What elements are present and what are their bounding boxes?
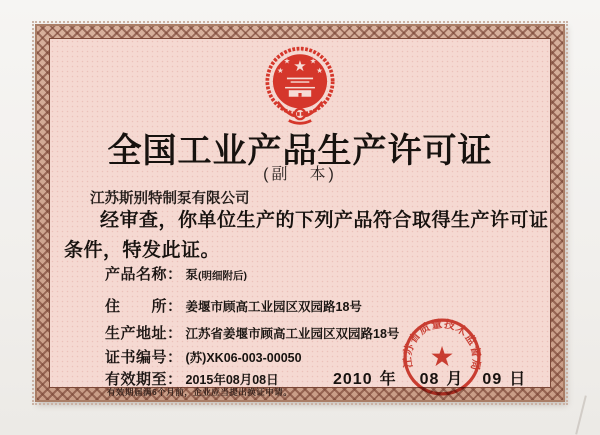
official-red-seal bbox=[401, 316, 483, 398]
field-valid-until-value: 2015年08月08日 bbox=[185, 373, 279, 387]
statement-line-1: 经审查，你单位生产的下列产品符合取得生产许可证 bbox=[100, 210, 549, 231]
svg-text:★: ★ bbox=[283, 56, 291, 66]
renewal-note: 有效期届满6个月前，企业应当提出换证申请。 bbox=[107, 387, 293, 397]
svg-text:★: ★ bbox=[316, 65, 323, 75]
issue-month-unit: 月 bbox=[446, 371, 463, 388]
field-registered-address bbox=[105, 295, 362, 316]
field-valid-until-label: 有效期至： bbox=[105, 371, 183, 388]
field-production-address-label: 生产地址： bbox=[105, 325, 183, 342]
certificate-guilloche-border bbox=[35, 24, 565, 402]
seal-text: 江苏省质量技术监督局 bbox=[401, 318, 483, 372]
issue-month: 08 bbox=[419, 371, 440, 388]
field-product-name-label: 产品名称： bbox=[105, 266, 183, 283]
issue-day-unit: 日 bbox=[509, 371, 526, 388]
field-product-name-note: (明细附后) bbox=[198, 270, 248, 282]
issue-year: 2010 bbox=[333, 371, 373, 388]
china-national-emblem-icon bbox=[262, 44, 338, 128]
svg-text:★: ★ bbox=[293, 58, 307, 76]
field-product-name-value: 泵 bbox=[185, 268, 199, 282]
svg-text:★: ★ bbox=[309, 56, 317, 66]
field-certificate-number-label: 证书编号： bbox=[105, 349, 183, 366]
issue-day: 09 bbox=[482, 371, 503, 388]
seal-star-icon: ★ bbox=[429, 341, 455, 373]
certificate-body bbox=[49, 38, 551, 397]
certificate-subtitle-duplicate-copy: (副 本) bbox=[263, 166, 337, 183]
field-registered-address-value: 姜堰市顾高工业园区双园路18号 bbox=[185, 300, 362, 314]
company-name: 江苏斯别特制泵有限公司 bbox=[90, 191, 250, 207]
field-production-address-value: 江苏省姜堰市顾高工业园区双园路18号 bbox=[185, 327, 400, 341]
field-registered-address-label: 住 所： bbox=[105, 298, 183, 315]
field-certificate-number bbox=[105, 346, 302, 367]
svg-text:★: ★ bbox=[277, 65, 284, 75]
statement-line-2: 条件，特发此证。 bbox=[64, 240, 221, 261]
certificate-title: 全国工业产品生产许可证 bbox=[107, 132, 493, 170]
issue-year-unit: 年 bbox=[379, 371, 396, 388]
field-product-name bbox=[105, 263, 247, 284]
field-production-address bbox=[105, 322, 399, 343]
field-certificate-number-value: (苏)XK06-003-00050 bbox=[185, 351, 302, 365]
